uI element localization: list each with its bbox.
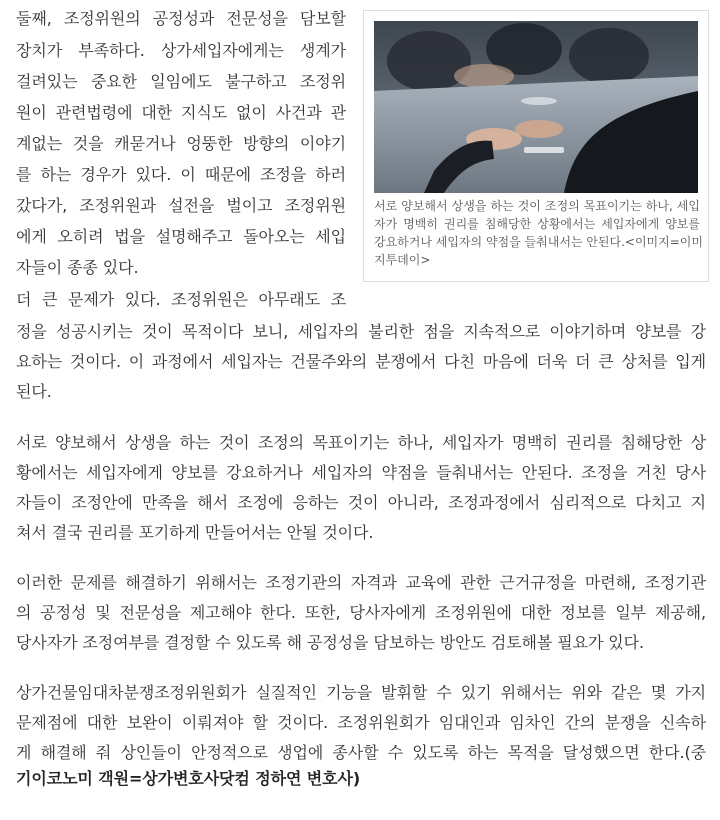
meeting-photo <box>374 21 698 193</box>
figure-caption-line: 강요하거나 세입자의 약점을 들춰내서는 안된다.<이미지=이미 <box>374 235 703 249</box>
article-line: 당사자가 조정여부를 결정할 수 있도록 해 공정성을 담보하는 방안도 검토해볼 필요가 있다. <box>16 633 645 652</box>
article-line: 이러한 문제를 해결하기 위해서는 조정기관의 자격과 교육에 관한 근거규정을 마련해, 조정기관 <box>16 573 706 592</box>
article-line: 황에서는 세입자에게 양보를 강요하거나 세입자의 약점을 들춰내서는 안된다. 조정을 거친 당사 <box>16 463 706 482</box>
article-line: 문제점에 대한 보완이 이뤄져야 할 것이다. 조정위원회가 임대인과 임차인 간의 분쟁을 신속하 <box>16 713 706 732</box>
article-line: 원이 관련법령에 대한 지식도 없이 사건과 관 <box>16 103 346 122</box>
article-line: 게 해결해 줘 상인들이 안정적으로 생업에 종사할 수 있도록 하는 목적을 달성했으면 한다.(중 <box>16 743 706 762</box>
article-figure <box>363 10 709 282</box>
article-line: 요하는 것이다. 이 과정에서 세입자는 건물주와의 분쟁에서 다친 마음에 더욱 더 큰 상처를 입게 <box>16 352 706 371</box>
article-line: 갔다가, 조정위원과 설전을 벌이고 조정위원 <box>16 196 346 215</box>
article-line: 쳐서 결국 권리를 포기하게 만들어서는 안될 것이다. <box>16 523 374 542</box>
article-line: 걸려있는 중요한 일임에도 불구하고 조정위 <box>16 72 346 91</box>
article-line: 의 공정성 및 전문성을 제고해야 한다. 또한, 당사자에게 조정위원에 대한 정보를 일부 제공해, <box>16 603 706 622</box>
article-line: 서로 양보해서 상생을 하는 것이 조정의 목표이기는 하나, 세입자가 명백히 권리를 침해당한 상 <box>16 433 706 452</box>
article-line: 를 하는 경우가 있다. 이 때문에 조정을 하러 <box>16 165 346 184</box>
figure-caption-line: 자가 명백히 권리를 침해당한 상황에서는 세입자에게 양보를 <box>374 217 700 231</box>
article-line: 정을 성공시키는 것이 목적이다 보니, 세입자의 불리한 점을 지속적으로 이야기하며 양보를 강 <box>16 322 706 341</box>
article-line: 에게 오히려 법을 설명해주고 돌아오는 세입 <box>16 227 346 246</box>
article-line: 계없는 것을 캐묻거나 엉뚱한 방향의 이야기 <box>16 134 346 153</box>
figure-caption-line: 지투데이> <box>374 253 431 267</box>
article-line: 더 큰 문제가 있다. 조정위원은 아무래도 조 <box>16 290 346 309</box>
article-line: 장치가 부족하다. 상가세입자에게는 생계가 <box>16 41 346 60</box>
article-line: 자들이 종종 있다. <box>16 258 139 277</box>
author-byline: 기이코노미 객원=상가변호사닷컴 정하연 변호사) <box>16 769 361 788</box>
article-line: 된다. <box>16 382 52 401</box>
figure-caption-line: 서로 양보해서 상생을 하는 것이 조정의 목표이기는 하나, 세입 <box>374 199 700 213</box>
article-line: 둘째, 조정위원의 공정성과 전문성을 담보할 <box>16 9 346 28</box>
article-line: 상가건물임대차분쟁조정위원회가 실질적인 기능을 발휘할 수 있기 위해서는 위와 같은 몇 가지 <box>16 683 706 702</box>
article-line: 자들이 조정안에 만족을 해서 조정에 응하는 것이 아니라, 조정과정에서 심리적으로 다치고 지 <box>16 493 706 512</box>
